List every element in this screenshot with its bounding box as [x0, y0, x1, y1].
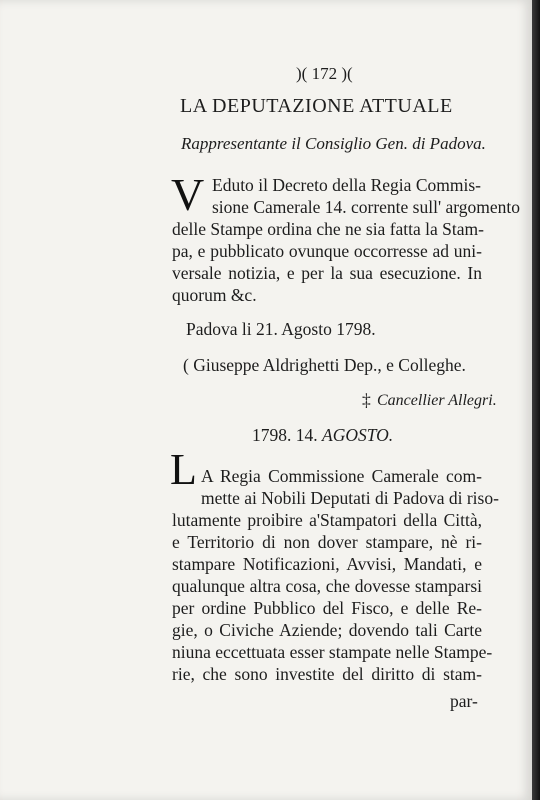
signer: ( Giuseppe Aldrighetti Dep., e Colleghe. — [183, 355, 466, 375]
page-edge-shadow — [532, 0, 540, 800]
decree1-line-4: pa, e pubblicato ovunque occorresse ad uni- — [172, 241, 482, 261]
countersign: Cancellier Allegri. — [377, 392, 497, 409]
decree2-line-7: per ordine Pubblico del Fisco, e delle Re- — [172, 598, 482, 618]
decree1-line-5: versale notizia, e per la sua esecuzione. In — [172, 263, 482, 283]
date-heading-year-day: 1798. 14. — [252, 425, 318, 445]
date-heading-month: AGOSTO. — [322, 425, 394, 445]
page-number: )( 172 )( — [296, 64, 353, 83]
drop-cap-v: V — [171, 169, 205, 220]
decree2-line-2: mette ai Nobili Deputati di Padova di riso- — [201, 488, 499, 508]
page-title: LA DEPUTAZIONE ATTUALE — [180, 95, 453, 117]
decree2-line-3: lutamente proibire a'Stampatori della Città, — [172, 510, 482, 530]
decree1-line-2: sione Camerale 14. corrente sull' argomento — [212, 197, 521, 217]
decree2-line-8: gie, o Civiche Aziende; dovendo tali Carte — [172, 620, 482, 640]
decree2-line-1: A Regia Commissione Camerale com- — [201, 466, 482, 486]
place-date: Padova li 21. Agosto 1798. — [186, 319, 376, 339]
decree2-line-4: e Territorio di non dover stampare, nè ri- — [172, 532, 482, 552]
decree2-line-9: niuna eccettuata esser stampate nelle Stampe- — [172, 642, 493, 662]
decree2-line-10: rie, che sono investite del diritto di stam- — [172, 664, 482, 684]
decree1-line-6: quorum &c. — [172, 285, 257, 305]
decree1-line-1: Eduto il Decreto della Regia Commis- — [212, 175, 481, 195]
page-subtitle: Rappresentante il Consiglio Gen. di Padova. — [181, 134, 486, 153]
decree2-line-5: stampare Notificazioni, Avvisi, Mandati, e — [172, 554, 482, 574]
countersign-symbol: ‡ — [362, 390, 371, 410]
date-heading — [252, 424, 393, 446]
drop-cap-l: L — [170, 445, 197, 494]
decree1-line-3: delle Stampe ordina che ne sia fatta la Stam- — [172, 219, 484, 239]
decree2-line-6: qualunque altra cosa, che dovesse stamparsi — [172, 576, 482, 596]
catchword: par- — [450, 691, 478, 711]
